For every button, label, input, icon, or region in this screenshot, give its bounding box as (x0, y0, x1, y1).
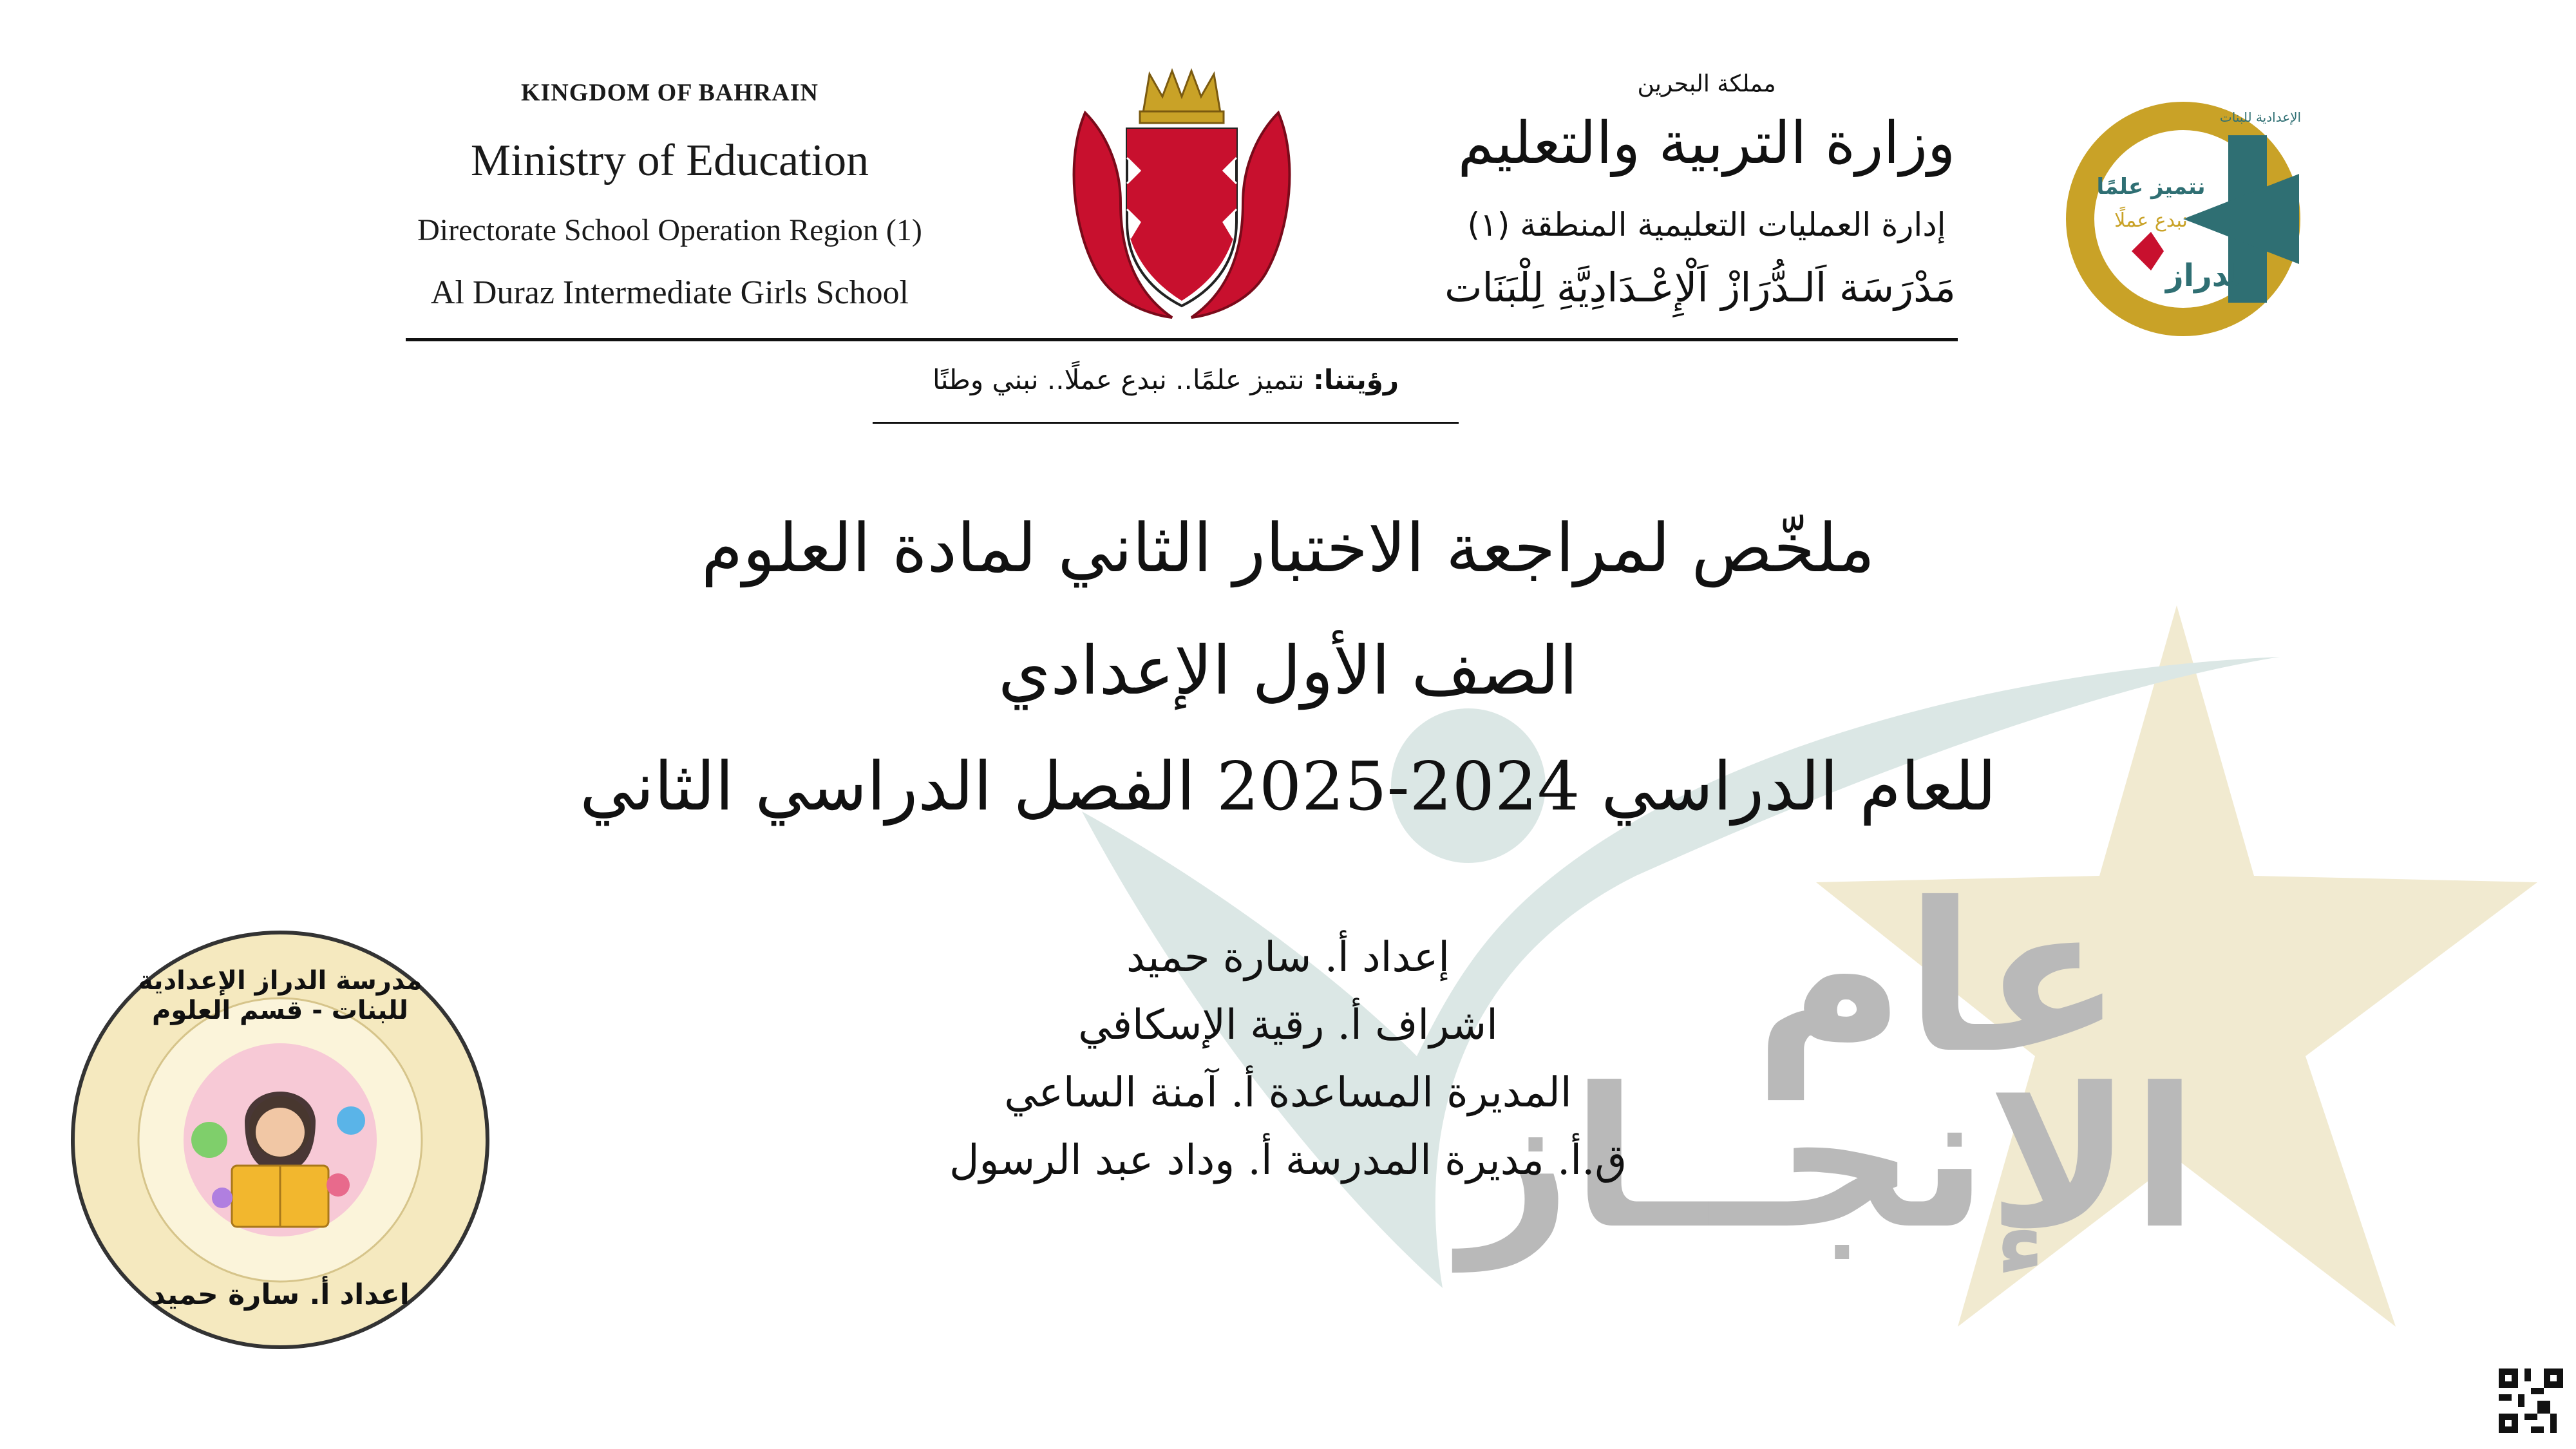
en-kingdom: KINGDOM OF BAHRAIN (520, 79, 819, 106)
vision-underline (873, 422, 1459, 424)
badge-ring-top: مدرسة الدراز الإعدادية للبنات - قسم العلوم (138, 966, 422, 1025)
ar-directorate: إدارة العمليات التعليمية المنطقة (١) (1467, 206, 1946, 243)
credit-assistant-principal: المديرة المساعدة أ. آمنة الساعي (1004, 1069, 1572, 1117)
bahrain-crest (1059, 61, 1304, 319)
credit-prepared: إعداد أ. سارة حميد (1126, 934, 1450, 981)
science-badge (68, 927, 493, 1352)
school-logo-text-right: نتميز علمًا (2096, 174, 2206, 200)
watermark-line2: الإنجــاز (1460, 1046, 2198, 1271)
school-logo-text-school: الدراز (2166, 258, 2252, 294)
vision-statement (876, 364, 1455, 395)
en-school: Al Duraz Intermediate Girls School (430, 274, 909, 311)
credit-principal: ق.أ. مديرة المدرسة أ. وداد عبد الرسول (949, 1137, 1627, 1184)
qr-code[interactable] (2499, 1368, 2563, 1433)
title-line3: للعام الدراسي 2024-2025 الفصل الدراسي الثاني (580, 747, 1996, 826)
title-line2: الصف الأول الإعدادي (998, 631, 1578, 710)
header-divider (406, 338, 1958, 341)
title-line1: ملخّص لمراجعة الاختبار الثاني لمادة العلوم (701, 509, 1875, 587)
ar-kingdom: مملكة البحرين (1637, 71, 1776, 97)
en-directorate: Directorate School Operation Region (1) (417, 213, 922, 247)
school-logo-text-mid: نبدع عملًا (2114, 209, 2188, 232)
vision-label: رؤيتنا: (1313, 364, 1399, 395)
vision-text: نتميز علمًا.. نبدع عملًا.. نبني وطنًا (932, 364, 1305, 395)
ar-ministry: وزارة التربية والتعليم (1457, 109, 1956, 177)
credit-supervisor: اشراف أ. رقية الإسكافي (1078, 1001, 1498, 1049)
badge-ring-bottom: اعداد أ. سارة حميد (151, 1278, 410, 1311)
school-logo-text-small: الإعدادية للبنات (2219, 109, 2302, 125)
en-ministry: Ministry of Education (470, 136, 869, 185)
school-logo (2054, 97, 2325, 341)
watermark-line1: عام (1754, 859, 2123, 1099)
ar-school: مَدْرَسَة اَلـدُّرَازْ اَلْإِعْـدَادِيَّةِ لِلْبَنَات (1444, 264, 1956, 311)
